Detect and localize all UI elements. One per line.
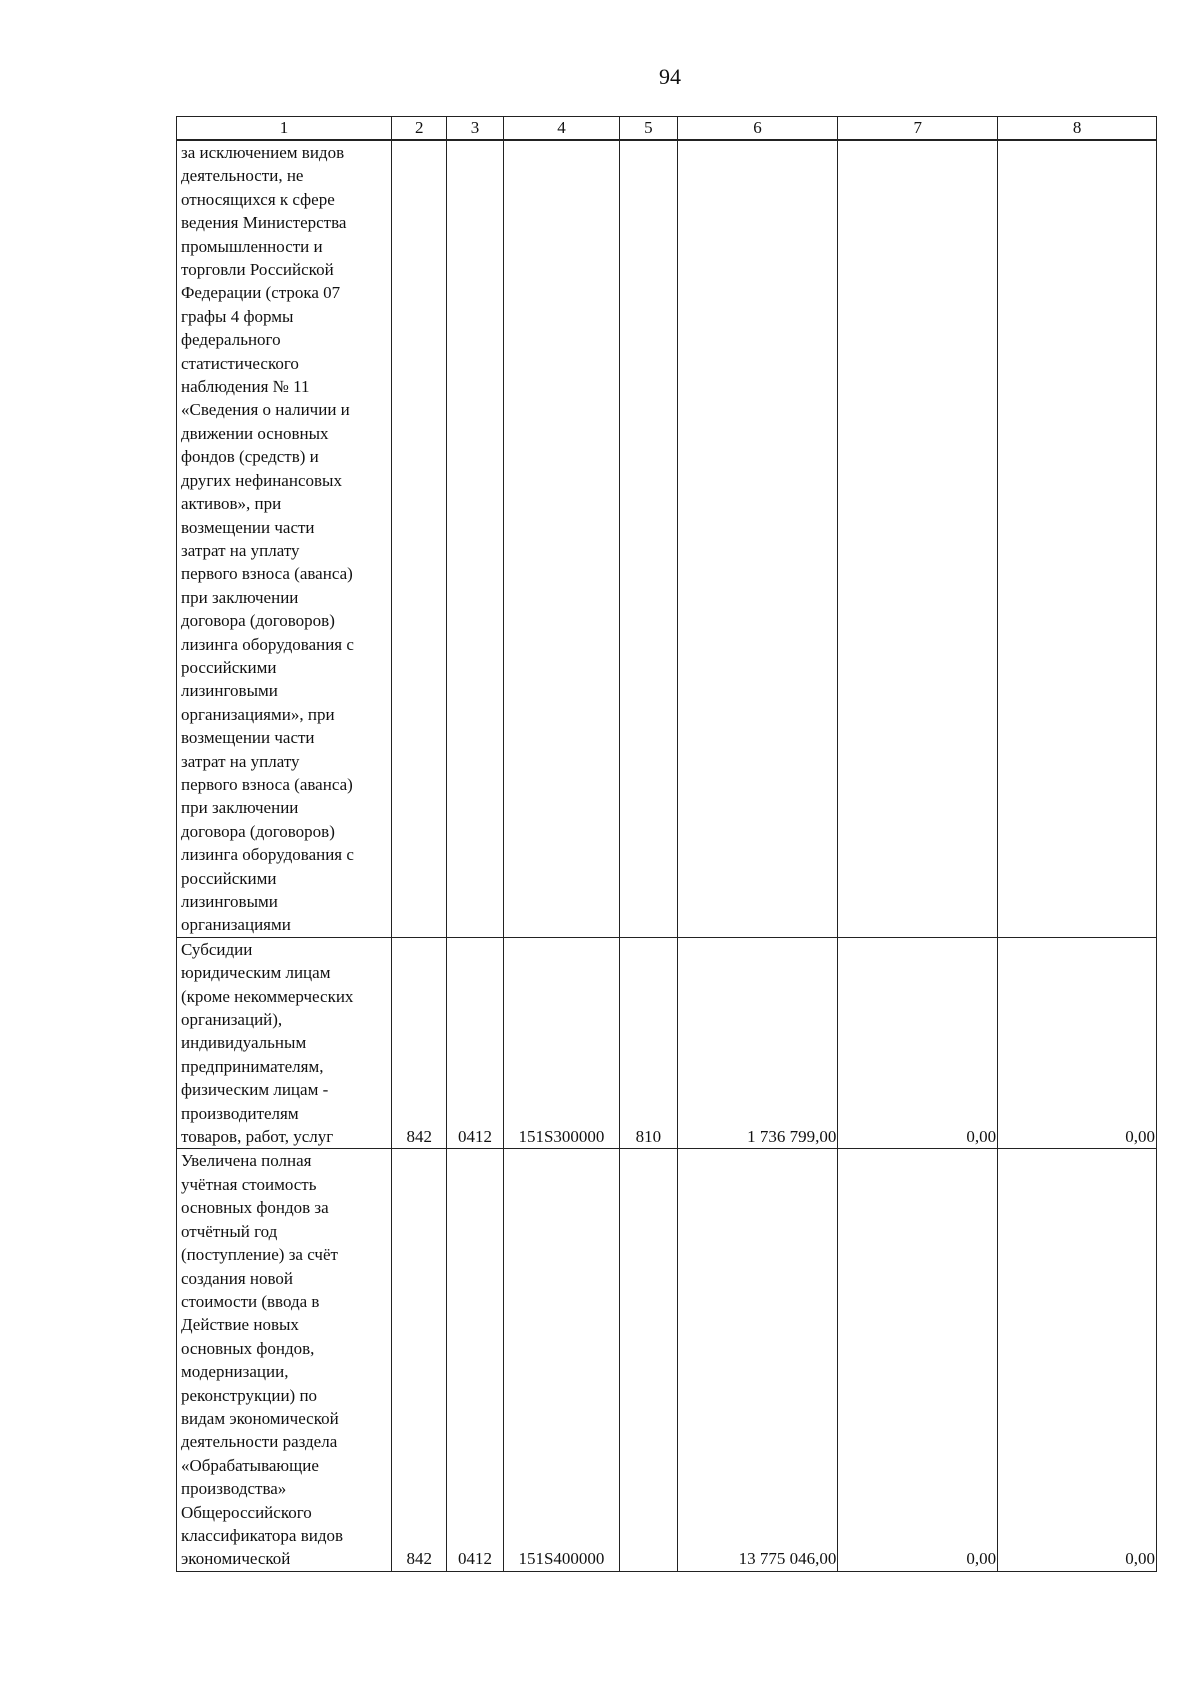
- expense-type-cell: 810: [620, 937, 677, 1149]
- section-code-cell: [447, 140, 503, 937]
- table-header-row: [177, 117, 1157, 141]
- ministry-code-cell: 842: [392, 937, 447, 1149]
- target-article-cell: 151S400000: [503, 1149, 620, 1571]
- amount-cell-col8: 0,00: [998, 937, 1157, 1149]
- table-row: [177, 140, 1157, 937]
- column-header-8: 8: [998, 117, 1157, 141]
- ministry-code-cell: 842: [392, 1149, 447, 1571]
- target-article-cell: 151S300000: [503, 937, 620, 1149]
- column-header-7: 7: [838, 117, 998, 141]
- amount-cell-col8: 0,00: [998, 1149, 1157, 1571]
- column-header-3: 3: [447, 117, 503, 141]
- table-row: [177, 937, 1157, 1149]
- column-header-4: 4: [503, 117, 620, 141]
- expense-type-cell: [620, 140, 677, 937]
- row-name-cell: за исключением видов деятельности, не относящихся к сфере ведения Министерства промышленности и торговли Российской Федерации (строка 07 графы 4 формы федерального статистического наблюдения № 11 «Сведения о наличии и движении основных фондов (средств) и других нефинансовых активов», при возмещении части затрат на уплату первого взноса (аванса) при заключении договора (договоров) лизинга оборудования с российскими лизинговыми организациями», при возмещении части затрат на уплату первого взноса (аванса) при заключении договора (договоров) лизинга оборудования с российскими лизинговыми организациями: [177, 140, 392, 937]
- row-name-cell: Увеличена полная учётная стоимость основных фондов за отчётный год (поступление) за счёт создания новой стоимости (ввода в Действие новых основных фондов, модернизации, реконструкции) по видам экономической деятельности раздела «Обрабатывающие производства» Общероссийского классификатора видов экономической: [177, 1149, 392, 1571]
- amount-cell-col8: [998, 140, 1157, 937]
- ministry-code-cell: [392, 140, 447, 937]
- amount-cell-col7: 0,00: [838, 937, 998, 1149]
- amount-cell-col7: [838, 140, 998, 937]
- budget-table: [176, 116, 1157, 1572]
- page-number: 94: [659, 64, 681, 89]
- section-code-cell: 0412: [447, 1149, 503, 1571]
- expense-type-cell: [620, 1149, 677, 1571]
- column-header-5: 5: [620, 117, 677, 141]
- amount-cell-col7: 0,00: [838, 1149, 998, 1571]
- row-name-cell: Субсидии юридическим лицам (кроме некоммерческих организаций), индивидуальным предпринимателям, физическим лицам - производителям товаров, работ, услуг: [177, 937, 392, 1149]
- column-header-2: 2: [392, 117, 447, 141]
- amount-cell-col6: 1 736 799,00: [677, 937, 838, 1149]
- amount-cell-col6: [677, 140, 838, 937]
- amount-cell-col6: 13 775 046,00: [677, 1149, 838, 1571]
- section-code-cell: 0412: [447, 937, 503, 1149]
- target-article-cell: [503, 140, 620, 937]
- column-header-6: 6: [677, 117, 838, 141]
- column-header-1: 1: [177, 117, 392, 141]
- table-row: [177, 1149, 1157, 1571]
